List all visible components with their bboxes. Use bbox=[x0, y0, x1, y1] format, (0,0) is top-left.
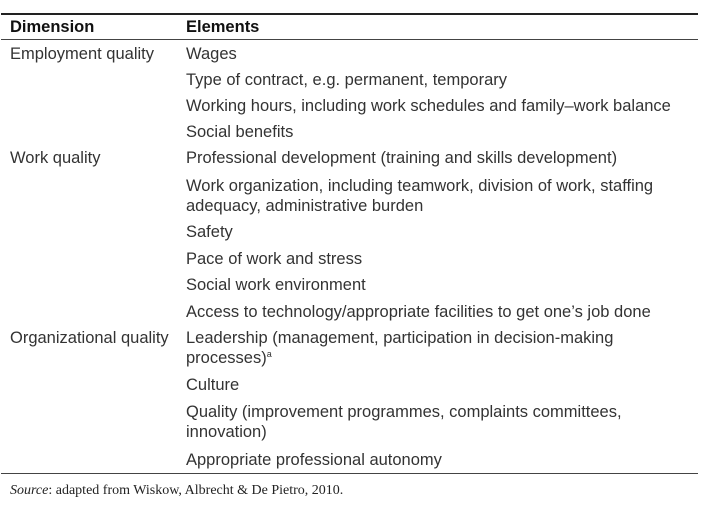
element-wages: Wages bbox=[186, 45, 237, 63]
element-social-work-environment: Social work environment bbox=[186, 276, 366, 294]
element-professional-autonomy: Appropriate professional autonomy bbox=[186, 451, 442, 469]
table-bottom-rule bbox=[1, 473, 698, 474]
element-safety: Safety bbox=[186, 223, 233, 241]
element-social-benefits: Social benefits bbox=[186, 123, 294, 141]
element-culture: Culture bbox=[186, 376, 240, 394]
dimension-employment-quality: Employment quality bbox=[10, 45, 154, 63]
footnote-marker: a bbox=[266, 349, 272, 359]
element-access-to-technology: Access to technology/appropriate facilities to get one’s job done bbox=[186, 303, 651, 321]
element-leadership-text: Leadership (management, participation in decision-making processes) bbox=[186, 329, 614, 367]
source-text: : adapted from Wiskow, Albrecht & De Pietro, 2010. bbox=[48, 483, 344, 498]
element-type-of-contract: Type of contract, e.g. permanent, temporary bbox=[186, 71, 507, 89]
element-work-organization: Work organization, including teamwork, division of work, staffing adequacy, administrative burden bbox=[186, 177, 654, 215]
element-quality: Quality (improvement programmes, complaints committees, innovation) bbox=[186, 403, 622, 441]
header-elements: Elements bbox=[186, 18, 260, 36]
element-leadership bbox=[186, 328, 696, 368]
header-dimension: Dimension bbox=[10, 18, 95, 36]
dimension-organizational-quality: Organizational quality bbox=[10, 329, 169, 347]
element-working-hours: Working hours, including work schedules and family–work balance bbox=[186, 97, 671, 115]
dimension-work-quality: Work quality bbox=[10, 149, 101, 167]
element-professional-development: Professional development (training and skills development) bbox=[186, 149, 618, 167]
source-note bbox=[10, 483, 343, 499]
element-pace-of-work: Pace of work and stress bbox=[186, 250, 363, 268]
source-label: Source bbox=[10, 483, 49, 498]
table-top-rule bbox=[1, 13, 698, 15]
header-rule bbox=[1, 39, 698, 40]
